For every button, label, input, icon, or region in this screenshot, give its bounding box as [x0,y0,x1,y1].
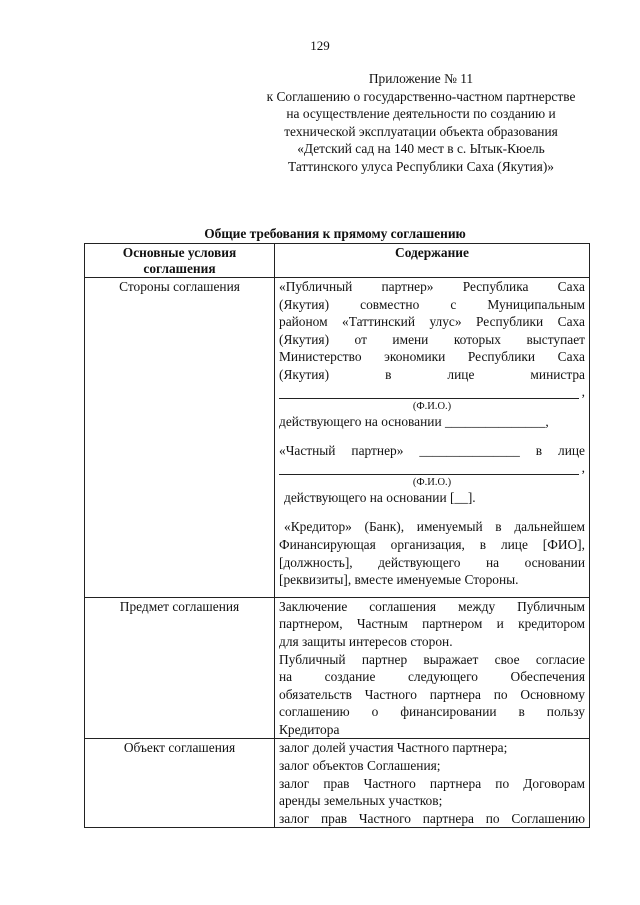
content-line: обязательств Частного партнера по Основному [279,686,585,702]
comma: , [581,460,585,476]
content-line: залог прав Частного партнера по Соглашению [279,810,585,826]
condition-cell: Объект соглашения [85,739,275,828]
content-line: для защиты интересов сторон. [279,633,453,649]
content-line: (Якутия) от имени которых выступает [279,331,585,347]
content-line: Министерство экономики Республики Саха [279,349,585,365]
fio-caption: (Ф.И.О.) [412,400,452,412]
appendix-header [236,70,606,176]
appendix-line: к Соглашению о государственно-частном партнерстве [266,88,576,104]
content-line: действующего на основании [__]. [284,489,476,505]
appendix-line: на осуществление деятельности по созданию и [286,106,556,122]
content-line: аренды земельных участков; [279,793,443,809]
content-line: Публичный партнер выражает свое согласие [279,651,585,667]
content-line: районом «Таттинский улус» Республики Саха [279,314,585,330]
content-line: залог долей участия Частного партнера; [279,740,508,756]
header-content: Содержание [275,244,590,278]
document-title: Общие требования к прямому соглашению [204,226,466,241]
content-line: залог объектов Соглашения; [279,758,441,774]
signature-line [279,460,585,476]
header-conditions: Основные условия соглашения [85,244,275,278]
content-line: залог прав Частного партнера по Договорам [279,775,585,791]
condition-cell: Стороны соглашения [85,278,275,598]
content-line: «Кредитор» (Банк), именуемый в дальнейшем [284,519,585,535]
content-cell [275,278,590,598]
content-line: действующего на основании _______________, [279,413,549,429]
content-line: партнером, Частным партнером и кредитором [279,616,585,632]
condition-cell: Предмет соглашения [85,597,275,739]
appendix-line: Таттинского улуса Республики Саха (Якутия)» [288,158,554,174]
fio-caption: (Ф.И.О.) [412,476,452,488]
content-line: «Частный партнер» _______________ в лице [279,443,585,459]
appendix-line: технической эксплуатации объекта образования [284,123,558,139]
content-line: Финансирующая организация, в лице [ФИО], [279,536,585,552]
content-line: [должность], действующего на основании [279,554,585,570]
page-number: 129 [310,38,330,53]
requirements-table [84,243,590,828]
table-row [85,739,590,828]
table-row [85,278,590,598]
appendix-line: Приложение № 11 [368,71,474,86]
content-cell [275,739,590,828]
table-row [85,597,590,739]
comma: , [581,383,585,399]
content-line: соглашению о финансировании в пользу [279,704,585,720]
content-cell [275,597,590,739]
signature-line [279,383,585,399]
content-line: «Публичный партнер» Республика Саха [279,279,585,294]
table-header-row [85,244,590,278]
content-line: [реквизиты], вместе именуемые Стороны. [279,572,519,588]
appendix-line: «Детский сад на 140 мест в с. Ытык-Кюель [297,141,545,157]
content-line: Заключение соглашения между Публичным [279,598,585,614]
content-line: Кредитора [279,721,340,737]
content-line: (Якутия) в лице министра [279,366,585,382]
content-line: на создание следующего Обеспечения [279,669,585,685]
content-line: (Якутия) совместно с Муниципальным [279,296,585,312]
